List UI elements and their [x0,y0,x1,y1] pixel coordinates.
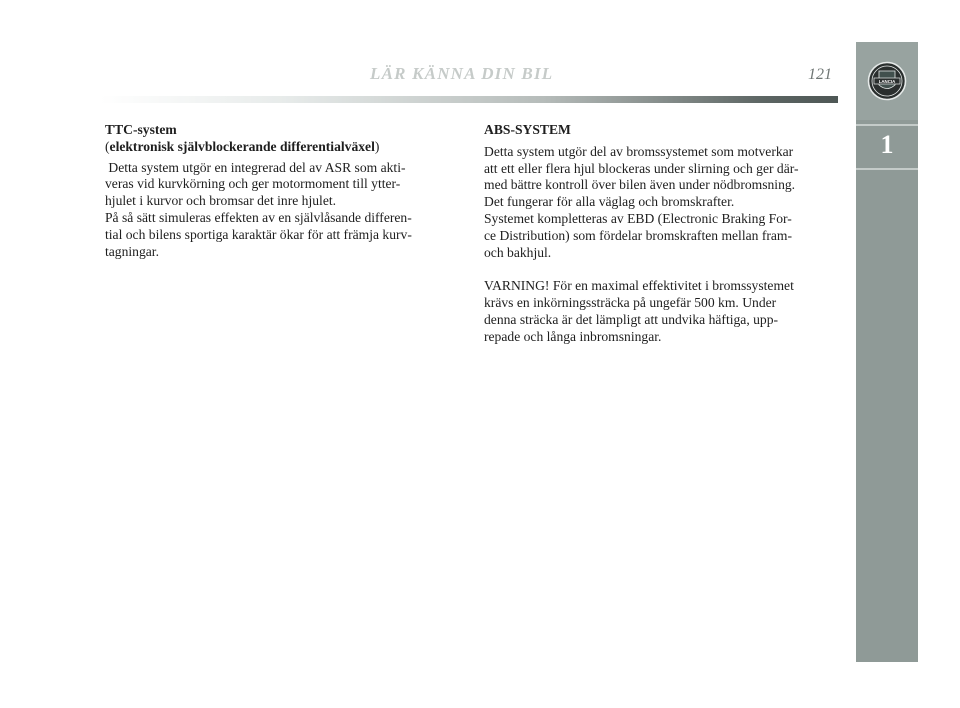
tab-divider [856,168,918,170]
warning-line: krävs en inkörningssträcka på ungefär 500 km. Under [484,294,777,310]
body-line: Det fungerar för alla väglag och bromskrafter. [484,194,735,210]
ttc-heading: TTC-system [105,122,177,137]
header-title: LÄR KÄNNA DIN BIL [370,64,554,83]
body-line: veras vid kurvkörning och ger motormoment till ytter- [105,176,401,192]
page-number: 121 [808,66,832,83]
body-line: Detta system utgör del av bromssystemet som motverkar [484,143,794,159]
lancia-logo-icon [867,61,907,101]
ttc-subheading-text: elektronisk självblockerande differentialväxel [109,138,375,154]
warning-line: denna sträcka är det lämpligt att undvika häftiga, upp- [484,311,779,327]
right-column [484,122,838,345]
left-column [105,122,467,260]
body-line: med bättre kontroll över bilen även under nödbromsning. [484,177,796,193]
paren-close: ) [374,138,380,154]
body-line: Detta system utgör en integrerad del av ASR som akti- [105,159,406,175]
chapter-side-tab [856,42,918,662]
logo-box [856,42,918,120]
warning-line: VARNING! För en maximal effektivitet i bromssystemet [484,278,794,294]
body-line: tial och bilens sportiga karaktär ökar för att främja kurv- [105,226,412,242]
header-rule [100,96,838,103]
ttc-subheading [105,139,467,156]
chapter-number: 1 [880,130,894,159]
body-line: På så sätt simuleras effekten av en självlåsande differen- [105,209,412,225]
body-line: Systemet kompletteras av EBD (Electronic Braking For- [484,210,792,226]
body-line: och bakhjul. [484,244,552,260]
logo-text: LANCIA [878,79,896,84]
body-line: hjulet i kurvor och bromsar det inre hjulet. [105,193,337,209]
abs-heading: ABS-SYSTEM [484,122,571,137]
warning-line: repade och långa inbromsningar. [484,328,662,344]
body-line: ce Distribution) som fördelar bromskraften mellan fram- [484,227,793,243]
body-line: att ett eller flera hjul blockeras under slirning och ger där- [484,160,799,176]
body-line: tagningar. [105,243,159,259]
tab-divider [856,124,918,126]
paren-open: ( [105,138,110,154]
